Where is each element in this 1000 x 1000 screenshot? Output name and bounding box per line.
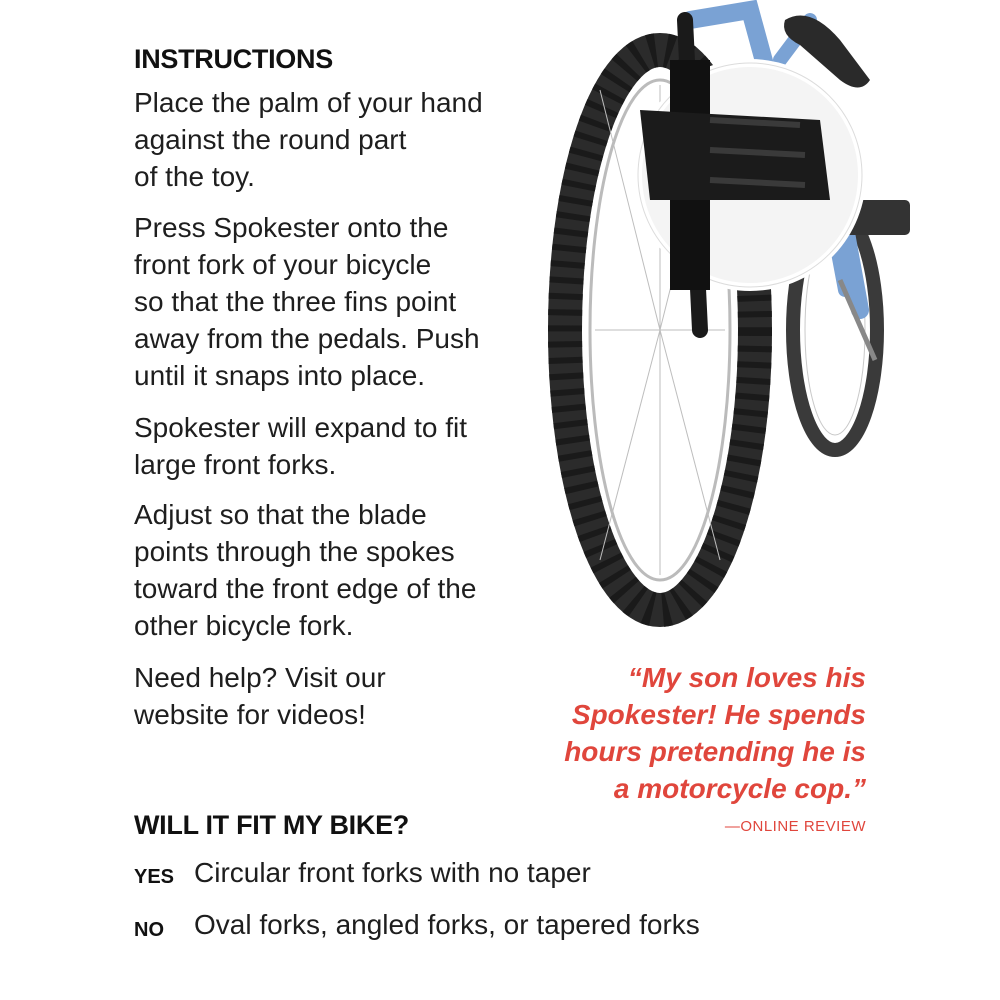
review-attribution: —ONLINE REVIEW [724, 818, 866, 835]
instruction-step-4: Adjust so that the blade points through the spokes toward the front edge of the other bicycle fork. [134, 499, 477, 641]
help-text: Need help? Visit our website for videos! [134, 662, 386, 730]
fit-no-text: Oval forks, angled forks, or tapered forks [194, 909, 700, 940]
instruction-step-1: Place the palm of your hand against the round part of the toy. [134, 87, 483, 192]
bicycle-photo [540, 0, 1000, 640]
spokester-closeup-inset [638, 60, 862, 290]
fit-yes-text: Circular front forks with no taper [194, 857, 591, 888]
instructions-heading: INSTRUCTIONS [134, 44, 333, 74]
fit-yes-label: YES [134, 866, 175, 888]
review-quote: “My son loves his Spokester! He spends hours pretending he is a motorcycle cop.” [564, 662, 866, 804]
instruction-step-3: Spokester will expand to fit large front forks. [134, 412, 468, 480]
instruction-step-2: Press Spokester onto the front fork of your bicycle so that the three fins point away from the pedals. Push until it snaps into place. [134, 212, 480, 391]
fit-heading: WILL IT FIT MY BIKE? [134, 810, 409, 840]
fit-no-label: NO [134, 919, 164, 941]
